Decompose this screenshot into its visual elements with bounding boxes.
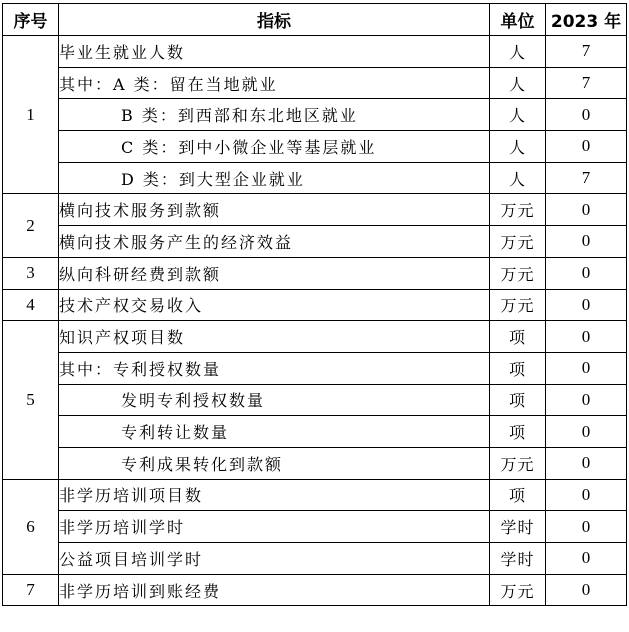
indicator-name: B 类：到西部和东北地区就业 [59,99,490,131]
unit-cell: 项 [490,384,546,416]
unit-cell: 万元 [490,194,546,226]
value-2023-cell: 7 [546,67,627,99]
indicator-name: 技术产权交易收入 [59,289,490,321]
indicator-name: 横向技术服务到款额 [59,194,490,226]
table-row [3,543,627,575]
header-unit: 单位 [490,4,546,36]
value-2023-cell: 0 [546,384,627,416]
table-row [3,479,627,511]
indicator-name: 公益项目培训学时 [59,543,490,575]
indicator-name: 纵向科研经费到款额 [59,257,490,289]
table-row [3,226,627,258]
unit-cell: 万元 [490,574,546,606]
indicator-table [2,3,627,606]
table-row [3,36,627,68]
unit-cell: 人 [490,99,546,131]
unit-cell: 人 [490,67,546,99]
row-seq-number: 3 [3,257,59,289]
value-2023-cell: 0 [546,99,627,131]
value-2023-cell: 0 [546,226,627,258]
table-row [3,447,627,479]
indicator-name: 专利成果转化到款额 [59,447,490,479]
value-2023-cell: 0 [546,416,627,448]
table-row [3,99,627,131]
table-row [3,131,627,163]
row-seq-number: 1 [3,36,59,194]
unit-cell: 人 [490,162,546,194]
indicator-name: 横向技术服务产生的经济效益 [59,226,490,258]
value-2023-cell: 0 [546,511,627,543]
table-row [3,511,627,543]
header-indicator: 指标 [59,4,490,36]
value-2023-cell: 0 [546,131,627,163]
indicator-name: 其中：专利授权数量 [59,352,490,384]
table-row [3,416,627,448]
value-2023-cell: 0 [546,257,627,289]
unit-cell: 项 [490,352,546,384]
table-row [3,257,627,289]
unit-cell: 人 [490,131,546,163]
value-2023-cell: 0 [546,574,627,606]
unit-cell: 学时 [490,543,546,575]
value-2023-cell: 0 [546,352,627,384]
table-row [3,162,627,194]
row-seq-number: 2 [3,194,59,257]
table-body [3,36,627,606]
row-seq-number: 7 [3,574,59,606]
indicator-name: 其中：A 类：留在当地就业 [59,67,490,99]
table-row [3,289,627,321]
unit-cell: 学时 [490,511,546,543]
row-seq-number: 5 [3,321,59,479]
value-2023-cell: 0 [546,321,627,353]
value-2023-cell: 0 [546,194,627,226]
indicator-name: 发明专利授权数量 [59,384,490,416]
value-2023-cell: 0 [546,479,627,511]
unit-cell: 万元 [490,447,546,479]
table-row [3,352,627,384]
value-2023-cell: 7 [546,162,627,194]
unit-cell: 万元 [490,226,546,258]
unit-cell: 项 [490,416,546,448]
unit-cell: 万元 [490,257,546,289]
table-header [3,4,627,36]
header-seq: 序号 [3,4,59,36]
table-row [3,384,627,416]
value-2023-cell: 7 [546,36,627,68]
header-row [3,4,627,36]
indicator-name: 毕业生就业人数 [59,36,490,68]
table-row [3,321,627,353]
row-seq-number: 4 [3,289,59,321]
header-year: 2023 年 [546,4,627,36]
table-row [3,574,627,606]
indicator-name: 知识产权项目数 [59,321,490,353]
unit-cell: 项 [490,479,546,511]
indicator-name: 非学历培训项目数 [59,479,490,511]
value-2023-cell: 0 [546,447,627,479]
unit-cell: 人 [490,36,546,68]
indicator-name: C 类：到中小微企业等基层就业 [59,131,490,163]
value-2023-cell: 0 [546,543,627,575]
indicator-name: 非学历培训到账经费 [59,574,490,606]
indicator-name: 专利转让数量 [59,416,490,448]
table-row [3,194,627,226]
value-2023-cell: 0 [546,289,627,321]
table-row [3,67,627,99]
unit-cell: 项 [490,321,546,353]
indicator-name: 非学历培训学时 [59,511,490,543]
row-seq-number: 6 [3,479,59,574]
indicator-name: D 类：到大型企业就业 [59,162,490,194]
unit-cell: 万元 [490,289,546,321]
